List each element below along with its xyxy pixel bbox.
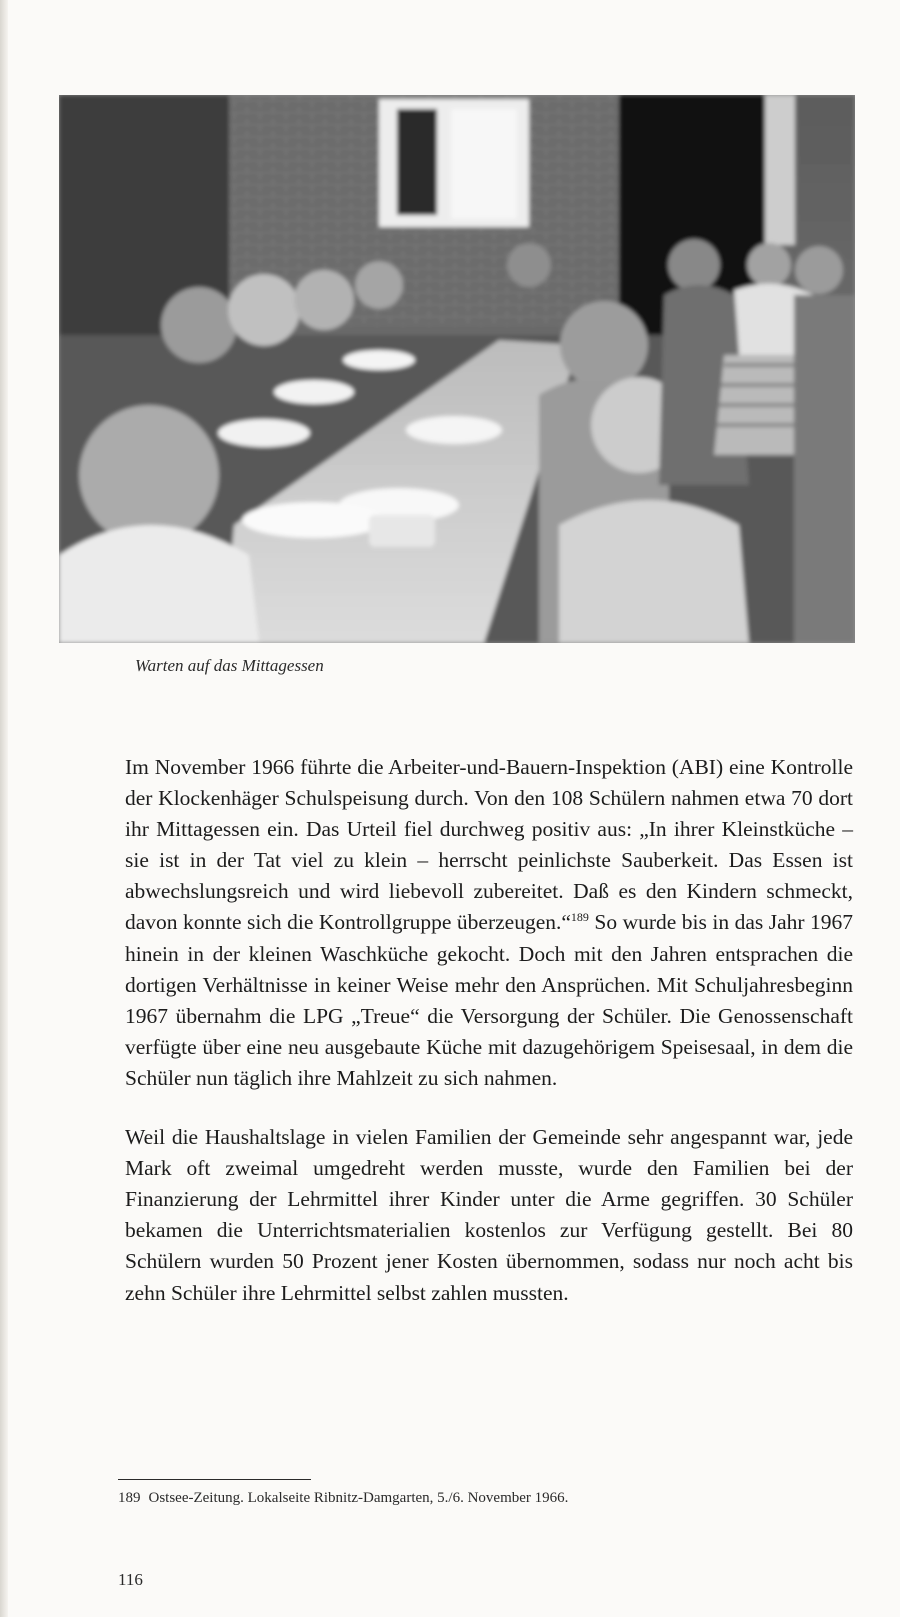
paragraph-1-text-b: So wurde bis in das Jahr 1967 hinein in der kleinen Waschküche gekocht. Doch mit den Jahren entsprachen die dortigen Verhältnisse in keiner Weise mehr den Ansprüchen. Mit Schuljahresbeginn 1967 übernahm die LPG „Treue“ die Versorgung der Schüler. Die Genossenschaft verfügte über eine neu ausgebaute Küche mit dazugehörigem Speisesaal, in dem die Schüler nun täglich ihre Mahlzeit zu sich nahmen. (125, 910, 854, 1090)
body-text (125, 752, 853, 1337)
page-edge (0, 0, 8, 1617)
photo-children-lunch (59, 95, 855, 643)
photo-caption: Warten auf das Mittagessen (135, 656, 324, 675)
footnote-text: Ostsee-Zeitung. Lokalseite Ribnitz-Damgarten, 5./6. November 1966. (148, 1490, 569, 1506)
page-number: 116 (118, 1570, 143, 1589)
paragraph-1-text-a: Im November 1966 führte die Arbeiter-und-Bauern-Inspektion (ABI) eine Kontrolle der Klockenhäger Schulspeisung durch. Von den 108 Schülern nahmen etwa 70 dort ihr Mittagessen ein. Das Urteil fiel durchweg positiv aus: „In ihrer Kleinstküche – sie ist in der Tat viel zu klein – herrscht peinlichste Sauberkeit. Das Essen ist abwechslungsreich und wird liebevoll zubereitet. Daß es den Kindern schmeckt, davon konnte sich die Kontrollgruppe überzeugen.“ (125, 755, 853, 935)
footnote-reference[interactable]: 189 (570, 910, 589, 925)
paragraph-1 (125, 752, 853, 1094)
footnote-number: 189 (118, 1490, 141, 1506)
footnote-divider (118, 1479, 311, 1480)
paragraph-2: Weil die Haushaltslage in vielen Familien der Gemeinde sehr angespannt war, jede Mark oft zweimal umgedreht werden musste, wurde den Familien bei der Finanzierung der Lehrmittel ihrer Kinder unter die Arme gegriffen. 30 Schüler bekamen die Unterrichtsmaterialien kostenlos zur Verfügung gestellt. Bei 80 Schülern wurden 50 Prozent jener Kosten übernommen, sodass nur noch acht bis zehn Schüler ihre Lehrmittel selbst zahlen mussten. (125, 1125, 853, 1305)
footnote (118, 1490, 568, 1507)
photo-illustration (59, 95, 855, 643)
